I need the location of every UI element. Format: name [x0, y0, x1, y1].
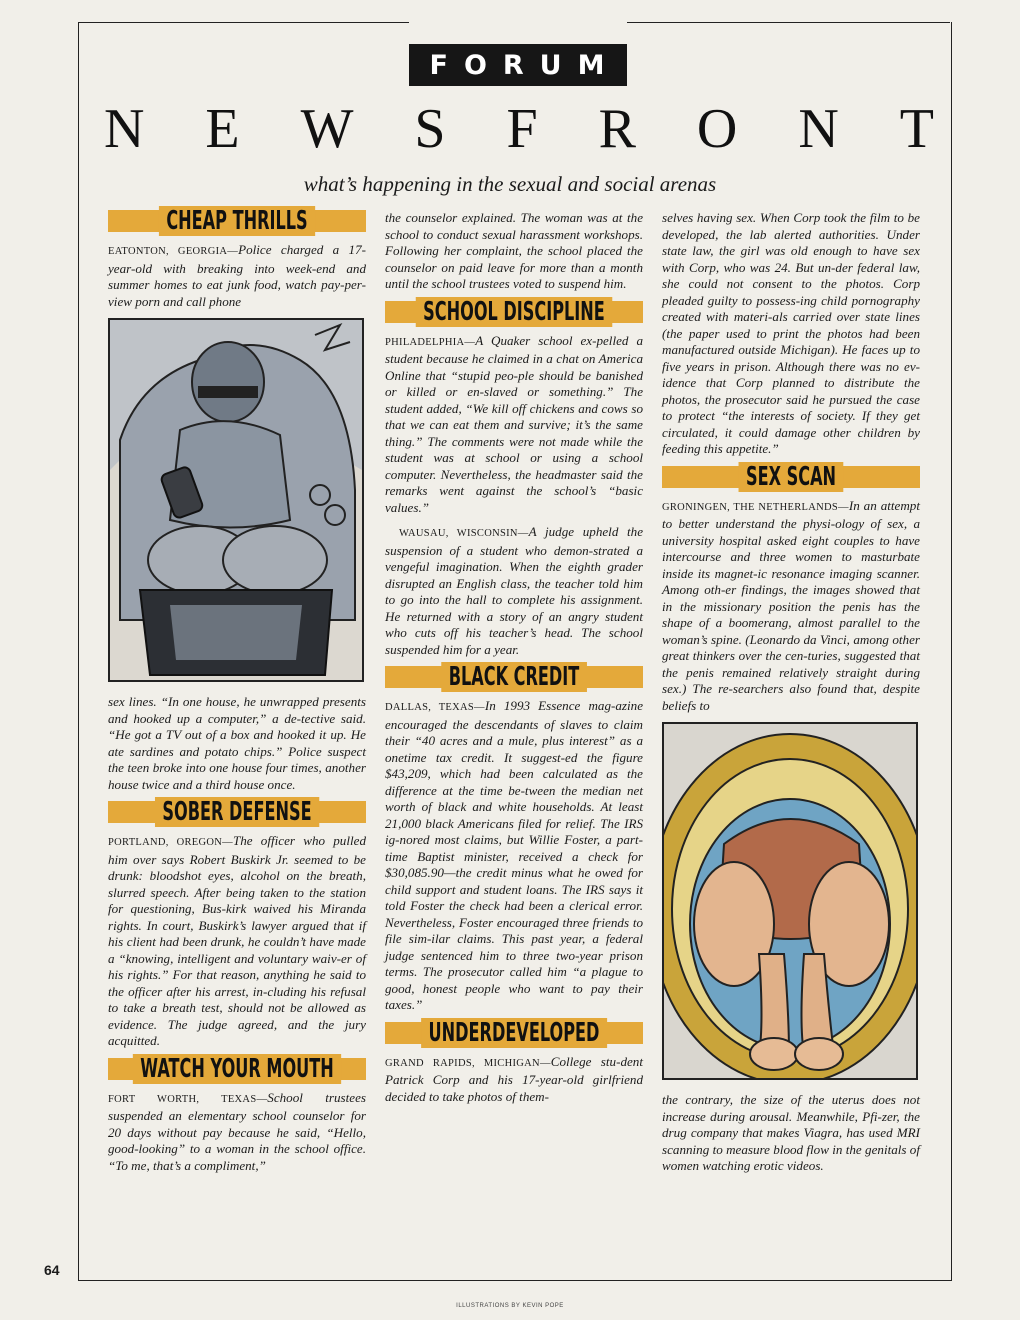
section-heading: UNDERDEVELOPED [385, 1022, 643, 1044]
section-heading: SCHOOL DISCIPLINE [385, 301, 643, 323]
article-paragraph: GRAND RAPIDS, MICHIGAN—College stu-dent Patrick Corp and his 17-year-old girlfriend decided to take photos of them- [385, 1053, 643, 1104]
tv-burglar-illustration [108, 318, 364, 682]
forum-label: FORUM [409, 44, 627, 86]
section-heading: BLACK CREDIT [385, 666, 643, 688]
article-paragraph: GRONINGEN, THE NETHERLANDS—In an attempt to better understand the physi-ology of sex, a university hospital asked eight couples to have intercourse and three women to masturbate inside its magnet-ic resonance imaging scanner. Among oth-er findings, the images showed that in the missionary position the penis has the shape of a boomerang, almost parallel to the woman’s spine. (Leonardo da Vinci, among other great thinkers over the cen-turies, suggested that the penis remained relatively straight during sex.) The re-searchers also found that, despite beliefs to [662, 497, 920, 713]
section-heading: SOBER DEFENSE [108, 801, 366, 823]
masthead-newsfront [104, 94, 934, 164]
section-heading: WATCH YOUR MOUTH [108, 1058, 366, 1080]
masthead-letter: N [104, 98, 145, 160]
dateline: PHILADELPHIA— [385, 336, 476, 348]
article-paragraph: the counselor explained. The woman was at the school to conduct sexual harassment workshops. Following her complaint, the school placed the counselor on paid leave for more than a month until the school trustees voted to suspend him. [385, 210, 643, 291]
masthead-letter: T [899, 98, 934, 160]
masthead-letter: R [598, 98, 636, 160]
section-heading: SEX SCAN [662, 466, 920, 488]
masthead-letter: S [414, 98, 446, 160]
article-paragraph: PORTLAND, OREGON—The officer who pulled him over says Robert Buskirk Jr. seemed to be drunk: bloodshot eyes, alcohol on the breath, slurred speech. After being taken to the station for questioning, Bus-kirk waived his Miranda rights. In court, Buskirk’s lawyer argued that if his client had been drunk, he couldn’t have made a “knowing, intelligent and voluntary waiv-er of his rights.” For that reason, anything he said to the officer after his arrest, in-cluding his refusal to take a breath test, should not be allowed as evidence. The judge agreed, and the jury acquitted. [108, 833, 366, 1048]
dateline: GRAND RAPIDS, MICHIGAN— [385, 1057, 551, 1069]
frame-top-left-rule [78, 22, 409, 23]
article-paragraph: FORT WORTH, TEXAS—School trustees suspended an elementary school counselor for 20 days without pay because he said, “Hello, good-looking” to a woman in the school office. “To me, that’s a compliment,” [108, 1089, 366, 1173]
section-heading: CHEAP THRILLS [108, 210, 366, 232]
column-3 [662, 210, 920, 1183]
article-paragraph: DALLAS, TEXAS—In 1993 Essence mag-azine encouraged the descendants of slaves to claim their “40 acres and a mule, plus interest” as a onetime tax credit. It suggest-ed the figure $43,209, which had been calculated as the difference at the time be-tween the median net worth of black and white households. At least 21,000 black Americans filed for relief. The IRS ig-nored most claims, but Willie Foster, a part-time Baptist minister, received a check for $30,085.90—the credit minus what he owed for child support and student loans. The IRS says it told Foster the check had been a clerical error. Nevertheless, Foster encouraged three friends to file sim-ilar claims. This past year, a federal judge sentenced him to three two-year prison terms. The prosecutor called him “a plague to good, honest people who want to pay their taxes.” [385, 698, 644, 1012]
masthead-letter: N [798, 98, 839, 160]
dateline: PORTLAND, OREGON— [108, 837, 233, 848]
mri-scanner-illustration [662, 722, 918, 1080]
dateline: WAUSAU, WISCONSIN— [399, 528, 529, 539]
masthead-letter: O [696, 98, 738, 160]
dateline: FORT WORTH, TEXAS— [108, 1093, 268, 1105]
masthead-letter: E [205, 98, 240, 160]
dateline: EATONTON, GEORGIA— [108, 246, 239, 257]
article-paragraph: sex lines. “In one house, he unwrapped presents and hooked up a computer,” a de-tective said. “He got a TV out of a box and hooked it up. He ate sardines and potato chips.” Police suspect the teen broke into one house four times, another house twice and a third house once. [108, 694, 366, 792]
dateline: DALLAS, TEXAS— [385, 702, 485, 713]
illustration-credit: ILLUSTRATIONS BY KEVIN POPE [456, 1303, 564, 1309]
article-paragraph: PHILADELPHIA—A Quaker school ex-pelled a student because he claimed in a chat on America Online that “stupid peo-ple should be banished or killed or en-slaved or something.” The student added, “We kill off chickens and cows so that we can eat them and survive; it’s the same thing.” The comments were not made while the student was at school or using a school computer. Nevertheless, the headmaster said the remarks went against the school’s “basic values.” [385, 332, 643, 515]
page-number: 64 [44, 1262, 60, 1278]
article-paragraph: the contrary, the size of the uterus does not increase during arousal. Meanwhile, Pfi-zer, the drug company that makes Viagra, has used MRI scanning to measure blood flow in the genitals of women watching erotic videos. [662, 1092, 920, 1173]
frame-top-right-rule [627, 22, 950, 23]
dateline: GRONINGEN, THE NETHERLANDS— [662, 501, 849, 513]
masthead-letter: F [506, 98, 538, 160]
article-paragraph: WAUSAU, WISCONSIN—A judge upheld the suspension of a student who demon-strated a vengeful imagination. When the eighth grader disrupted an English class, the teacher told him to go into the hall to complete his assignment. He returned with a story of an angry student who cuts off his teacher’s head. The school suspended him for a year. [385, 524, 644, 657]
tagline: what’s happening in the sexual and social arenas [303, 172, 717, 196]
masthead-letter: W [300, 98, 354, 160]
column-1 [108, 206, 367, 1182]
article-paragraph: selves having sex. When Corp took the film to be developed, the lab alerted authorities. Under state law, the girl was old enough to have sex with Corp, who was 24. But un-der federal law, she could not consent to the photos. Corp pleaded guilty to possess-ing child pornography created with materi-als carried over state lines (the paper used to print the photos had been manufactured outside Michigan). He faces up to five years in prison. Although there was no ev-idence that Corp planned to distribute the photos, the prosecutor said he pursued the case to protect “the interests of society. If they get circulated, it could damage other children by feeding this appetite.” [662, 210, 920, 456]
article-paragraph: EATONTON, GEORGIA—Police charged a 17-year-old with breaking into week-end and summer homes to eat junk food, watch pay-per-view porn and call phone [108, 242, 367, 309]
column-2 [385, 210, 643, 1113]
